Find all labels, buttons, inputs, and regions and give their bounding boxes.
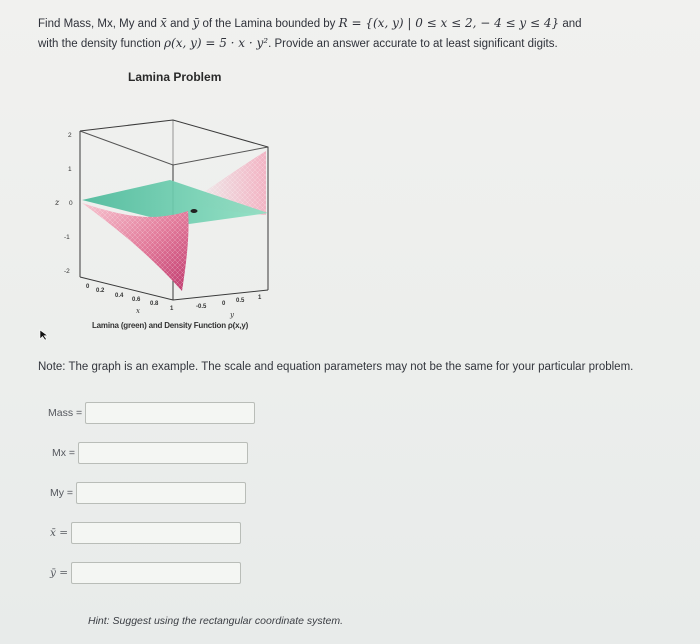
z-tick: 1 bbox=[68, 166, 72, 173]
mouse-cursor-icon bbox=[39, 329, 49, 341]
mass-input[interactable] bbox=[85, 402, 255, 424]
z-tick: 0 bbox=[69, 200, 73, 207]
ybar-row bbox=[50, 562, 241, 584]
xbar-symbol: x̄ bbox=[160, 16, 167, 30]
ybar-symbol: ȳ bbox=[192, 16, 200, 30]
lamina-3d-plot bbox=[50, 105, 290, 320]
problem-text-3: and bbox=[562, 18, 582, 30]
ybar-label: ȳ = bbox=[50, 567, 69, 579]
problem-and: and bbox=[170, 18, 190, 30]
x-tick: 0.8 bbox=[150, 301, 159, 307]
y-tick: -0.5 bbox=[196, 304, 207, 310]
xbar-row bbox=[50, 522, 241, 544]
y-axis-ticks bbox=[196, 295, 262, 310]
mx-input[interactable] bbox=[78, 442, 248, 464]
x-tick: 0.4 bbox=[115, 293, 124, 299]
y-tick: 0 bbox=[222, 301, 226, 307]
mx-label: Mx = bbox=[52, 447, 76, 459]
xbar-input[interactable] bbox=[71, 522, 241, 544]
x-tick: 0.2 bbox=[96, 288, 105, 294]
plot-title: Lamina Problem bbox=[128, 70, 222, 84]
mass-row bbox=[48, 402, 255, 424]
ybar-input[interactable] bbox=[71, 562, 241, 584]
x-tick: 0.6 bbox=[132, 297, 141, 303]
y-tick: 1 bbox=[258, 295, 262, 301]
z-tick: -1 bbox=[64, 234, 70, 241]
plot-caption: Lamina (green) and Density Function ρ(x,y) bbox=[92, 321, 249, 330]
density-surface-lower-mesh bbox=[82, 203, 189, 291]
problem-text-5: . Provide an answer accurate to at least significant digits. bbox=[268, 38, 558, 50]
y-axis-label: y bbox=[230, 311, 234, 319]
z-axis-label: z bbox=[55, 198, 60, 207]
y-tick: 0.5 bbox=[236, 298, 245, 304]
z-tick: -2 bbox=[64, 268, 70, 275]
problem-statement bbox=[38, 14, 688, 54]
density-formula: ρ(x, y) = 5 · x · y² bbox=[163, 36, 269, 50]
z-axis-ticks bbox=[64, 132, 73, 275]
problem-text-4: with the density function bbox=[38, 38, 161, 50]
hint-text: Hint: Suggest using the rectangular coordinate system. bbox=[88, 615, 344, 627]
problem-text-2: of the Lamina bounded by bbox=[202, 18, 336, 30]
mx-row bbox=[52, 442, 248, 464]
mass-label: Mass = bbox=[48, 407, 83, 419]
x-tick: 0 bbox=[86, 284, 90, 290]
x-axis-ticks bbox=[86, 284, 174, 312]
x-axis-label: x bbox=[136, 307, 140, 315]
x-tick: 1 bbox=[170, 306, 174, 312]
region-formula: R = {(x, y) | 0 ≤ x ≤ 2, − 4 ≤ y ≤ 4} bbox=[338, 16, 560, 30]
note-text: Note: The graph is an example. The scale and equation parameters may not be the same for your particular problem. bbox=[38, 361, 634, 373]
center-of-mass-marker bbox=[191, 209, 198, 213]
my-input[interactable] bbox=[76, 482, 246, 504]
xbar-label: x̄ = bbox=[50, 527, 69, 539]
z-tick: 2 bbox=[68, 132, 72, 139]
my-label: My = bbox=[50, 487, 74, 499]
my-row bbox=[50, 482, 246, 504]
problem-text-1: Find Mass, Mx, My and bbox=[38, 18, 157, 30]
